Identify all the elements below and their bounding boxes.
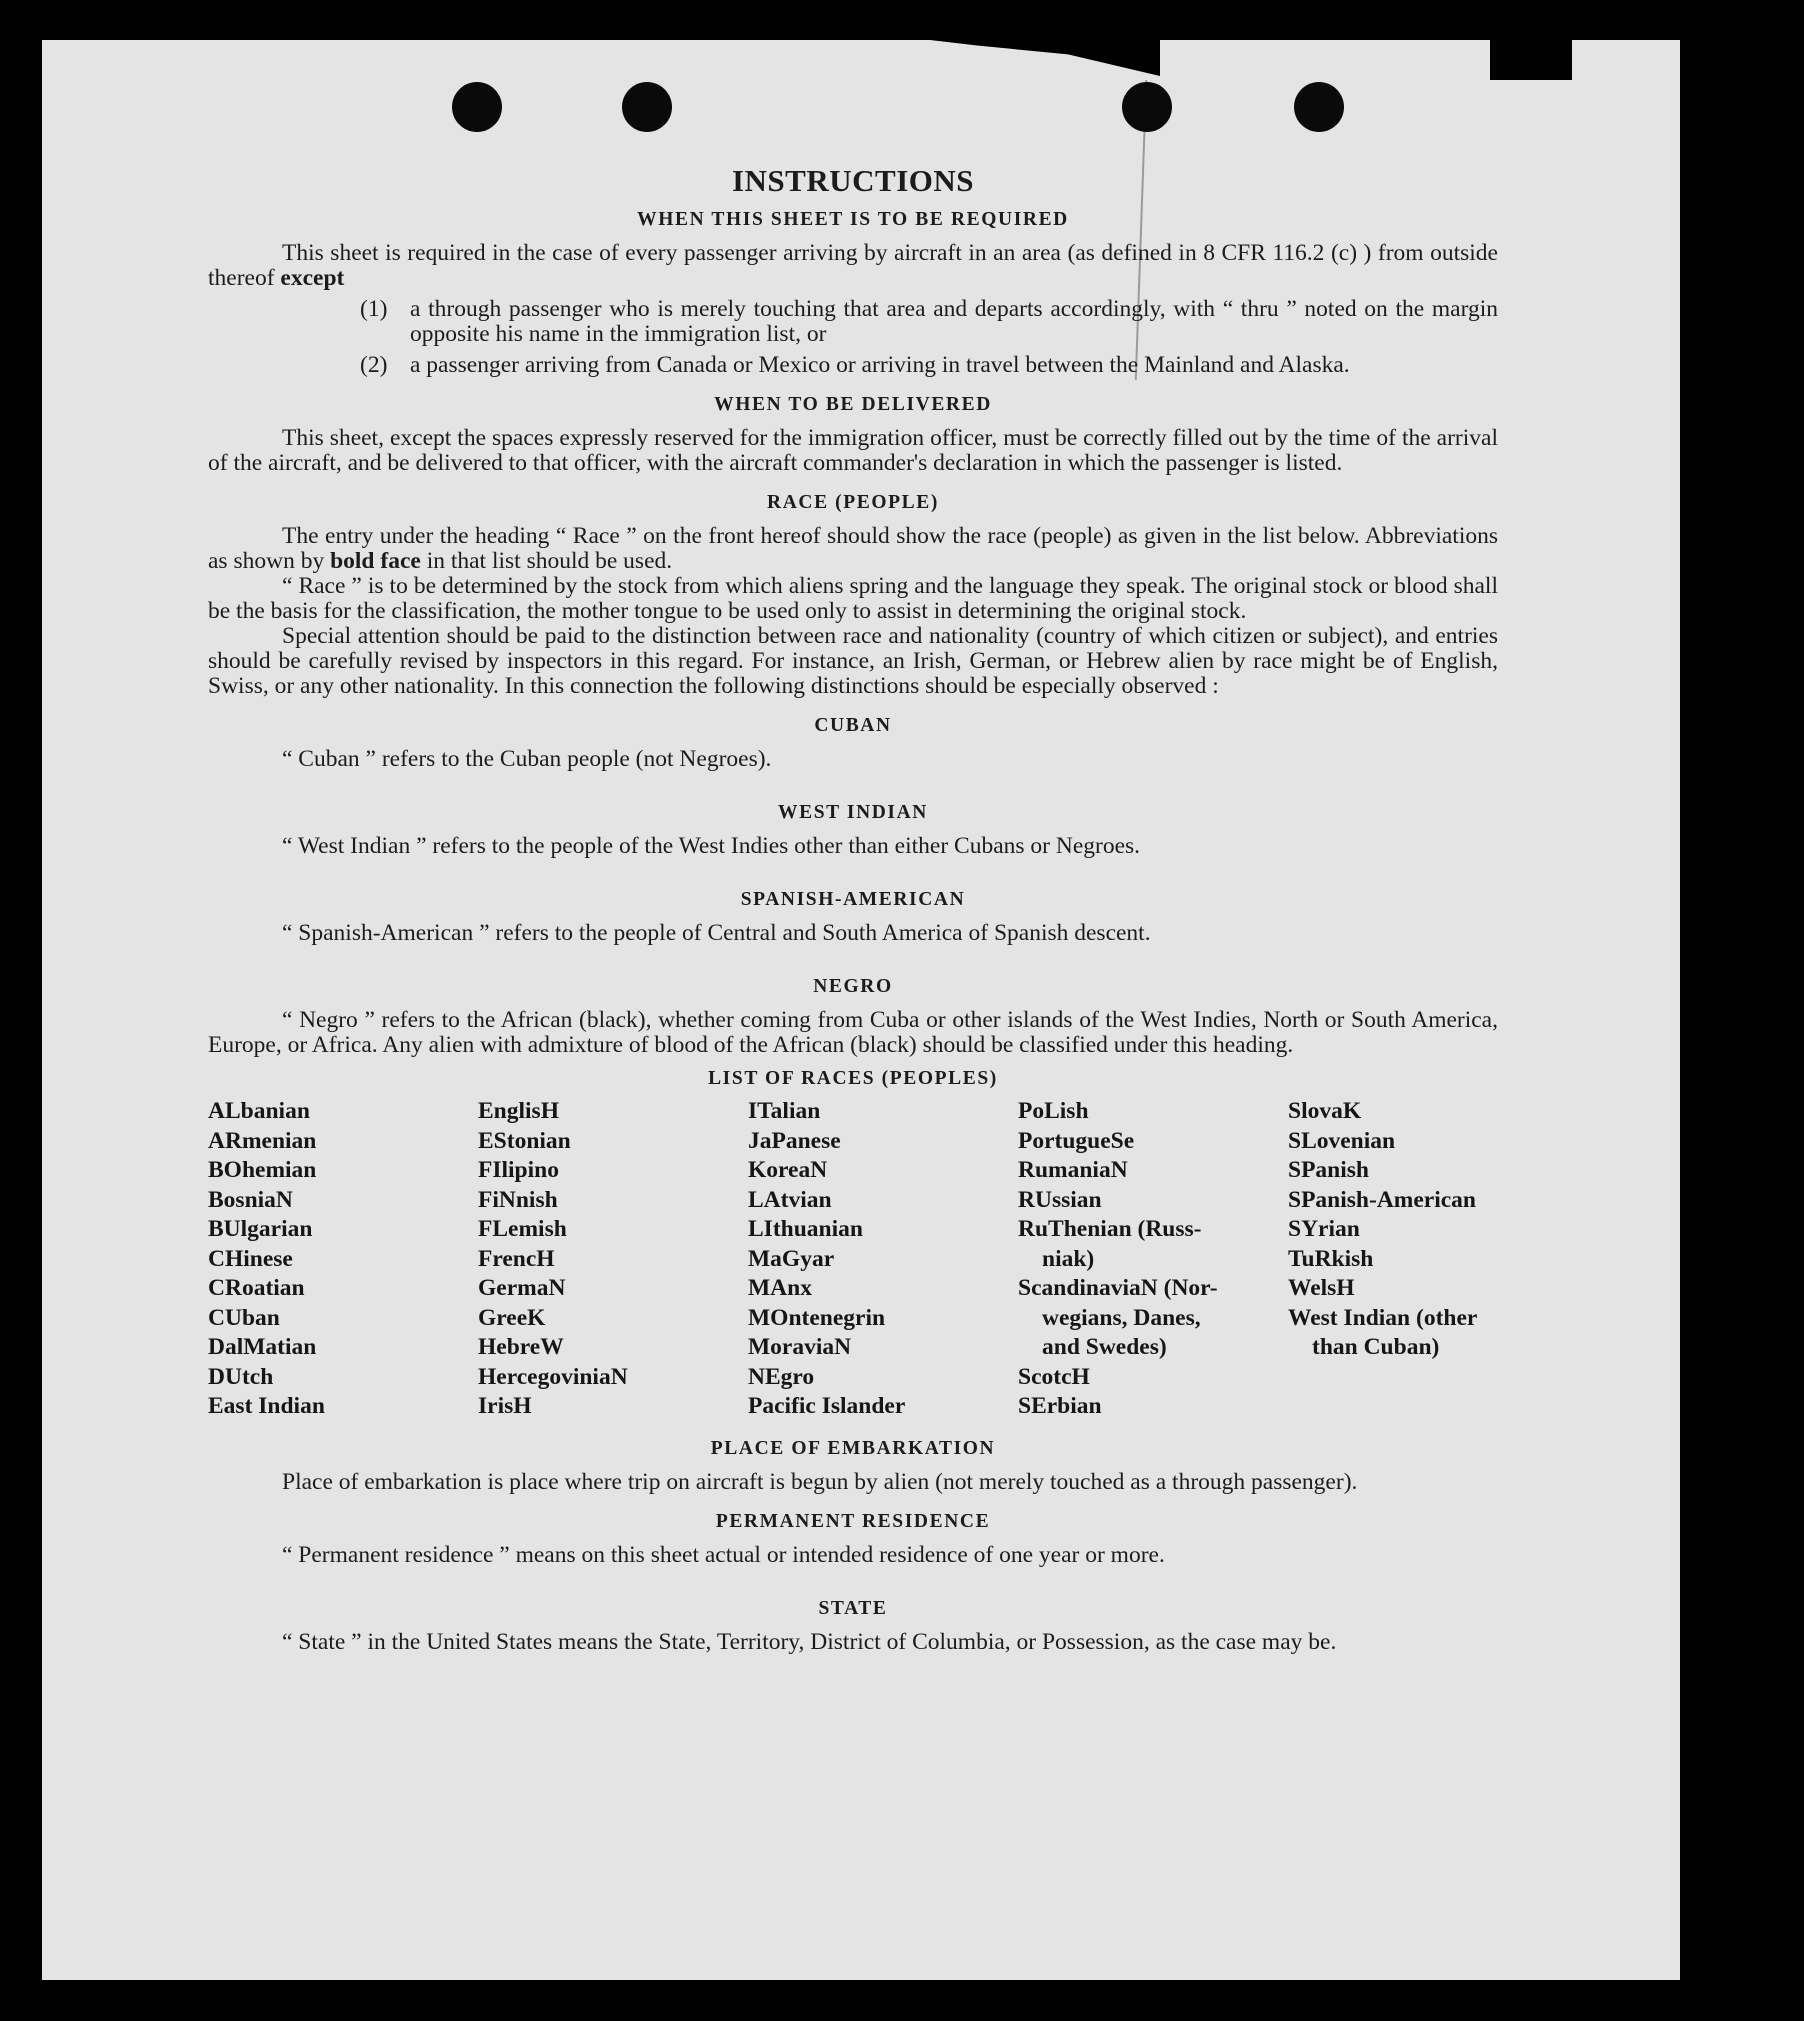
races-column-1 bbox=[208, 1097, 478, 1422]
list-item-text: a through passenger who is merely touching that area and departs accordingly, with “ thru ” noted on the margin opposite his name in the immigration list, or bbox=[410, 296, 1498, 347]
page-corner-notch bbox=[1490, 40, 1572, 80]
spacer bbox=[208, 946, 1498, 960]
race-entry: East Indian bbox=[208, 1393, 325, 1419]
race-entry: ARmenian bbox=[208, 1127, 317, 1154]
race-entry-line: West Indian (other bbox=[1288, 1304, 1478, 1331]
race-entry: Pacific Islander bbox=[748, 1393, 906, 1419]
cuban-text: “ Cuban ” refers to the Cuban people (not Negroes). bbox=[282, 746, 772, 772]
section-heading-embarkation: PLACE OF EMBARKATION bbox=[710, 1437, 996, 1459]
race-entry: BosniaN bbox=[208, 1186, 293, 1213]
race-p1-b: in that list should be used. bbox=[426, 548, 673, 574]
race-entry: EnglisH bbox=[478, 1098, 559, 1124]
section-heading-negro: NEGRO bbox=[813, 976, 893, 997]
race-entry: ALbanian bbox=[208, 1098, 310, 1124]
west-indian-text: “ West Indian ” refers to the people of the West Indies other than either Cubans or Negroes. bbox=[282, 833, 1141, 859]
race-entry: HebreW bbox=[478, 1334, 564, 1360]
race-entry-scandinavian bbox=[1018, 1274, 1288, 1363]
race-entry: FLemish bbox=[478, 1216, 567, 1242]
races-column-2 bbox=[478, 1097, 748, 1422]
race-entry: HercegoviniaN bbox=[478, 1363, 628, 1390]
races-column-3 bbox=[748, 1097, 1018, 1422]
race-entry: PortugueSe bbox=[1018, 1127, 1135, 1154]
race-entry: JaPanese bbox=[748, 1127, 841, 1154]
list-item-text: a passenger arriving from Canada or Mexico or arriving in travel between the Mainland and Alaska. bbox=[410, 352, 1350, 378]
list-item bbox=[360, 297, 1498, 347]
residence-text: “ Permanent residence ” means on this sheet actual or intended residence of one year or more. bbox=[282, 1541, 1165, 1568]
races-column-4 bbox=[1018, 1097, 1288, 1422]
race-entry: FrencH bbox=[478, 1245, 555, 1272]
race-entry: CRoatian bbox=[208, 1275, 305, 1301]
list-item-number: (2) bbox=[360, 352, 388, 378]
race-entry: ScotcH bbox=[1018, 1363, 1090, 1390]
race-paragraph-1 bbox=[208, 524, 1498, 574]
race-entry: LAtvian bbox=[748, 1186, 832, 1213]
negro-text: “ Negro ” refers to the African (black), whether coming from Cuba or other islands of the West Indies, North or South America, Europe, or Africa. Any alien with admixture of blood of the African (black) should be classified under this heading. bbox=[208, 1007, 1498, 1058]
race-entry-ruthenian bbox=[1018, 1215, 1288, 1274]
race-entry-line: than Cuban) bbox=[1312, 1334, 1440, 1360]
spacer bbox=[208, 1568, 1498, 1582]
instructions-content bbox=[208, 163, 1498, 1655]
race-entry: SYrian bbox=[1288, 1216, 1360, 1242]
race-entry: TuRkish bbox=[1288, 1245, 1374, 1272]
race-entry: FIlipino bbox=[478, 1157, 559, 1183]
race-paragraph-2: “ Race ” is to be determined by the stock from which aliens spring and the language they speak. The original stock or blood shall be the basis for the classification, the mother tongue to be used only to assist in determining the original stock. bbox=[208, 573, 1498, 624]
race-entry: GermaN bbox=[478, 1275, 566, 1301]
race-paragraph-3: Special attention should be paid to the distinction between race and nationality (country of which citizen or subject), and entries should be carefully revised by inspectors in this regard. For instance, an Irish, German, or Hebrew alien by race might be of English, Swiss, or any other nationality. In this connection the following distinctions should be especially observed : bbox=[208, 623, 1498, 699]
race-entry: NEgro bbox=[748, 1363, 815, 1390]
race-entry: BOhemian bbox=[208, 1157, 317, 1183]
race-entry: CHinese bbox=[208, 1245, 293, 1272]
race-entry-line: ScandinaviaN (Nor- bbox=[1018, 1275, 1218, 1301]
punch-hole-4 bbox=[1294, 82, 1344, 132]
race-entry: SPanish bbox=[1288, 1157, 1369, 1183]
race-p1-a: The entry under the heading “ Race ” on the front hereof should show the race (people) as given in the list below. Abbreviations as shown by bbox=[208, 523, 1498, 574]
race-entry-line: niak) bbox=[1042, 1245, 1095, 1272]
race-entry: BUlgarian bbox=[208, 1216, 313, 1242]
race-entry: SLovenian bbox=[1288, 1127, 1396, 1154]
race-entry: MoraviaN bbox=[748, 1334, 852, 1360]
section-heading-state: STATE bbox=[818, 1597, 888, 1619]
state-text: “ State ” in the United States means the State, Territory, District of Columbia, or Possession, as the case may be. bbox=[282, 1628, 1337, 1655]
race-entry: WelsH bbox=[1288, 1275, 1355, 1301]
section-heading-required: WHEN THIS SHEET IS TO BE REQUIRED bbox=[637, 209, 1069, 230]
race-entry: EStonian bbox=[478, 1127, 571, 1154]
race-entry: SPanish-American bbox=[1288, 1186, 1476, 1213]
race-entry: FiNnish bbox=[478, 1186, 558, 1213]
punch-hole-2 bbox=[622, 82, 672, 132]
race-p1-bold: bold face bbox=[330, 548, 421, 574]
page-title: INSTRUCTIONS bbox=[731, 163, 974, 198]
section-heading-spanish-american: SPANISH-AMERICAN bbox=[740, 889, 966, 910]
section-heading-residence: PERMANENT RESIDENCE bbox=[715, 1510, 991, 1532]
spanish-american-text: “ Spanish-American ” refers to the people of Central and South America of Spanish descent. bbox=[282, 920, 1151, 946]
punch-hole-1 bbox=[452, 82, 502, 132]
race-entry: RumaniaN bbox=[1018, 1157, 1128, 1183]
race-entry: MOntenegrin bbox=[748, 1304, 886, 1331]
races-table bbox=[208, 1097, 1508, 1422]
race-entry: KoreaN bbox=[748, 1157, 828, 1183]
race-entry: DUtch bbox=[208, 1363, 274, 1390]
race-entry: PoLish bbox=[1018, 1098, 1089, 1124]
race-entry: SErbian bbox=[1018, 1393, 1102, 1419]
section-heading-race: RACE (PEOPLE) bbox=[767, 492, 939, 513]
race-entry: ITalian bbox=[748, 1098, 821, 1124]
required-intro bbox=[208, 241, 1498, 291]
section-heading-delivered: WHEN TO BE DELIVERED bbox=[714, 394, 992, 415]
spacer bbox=[208, 859, 1498, 873]
punch-hole-3 bbox=[1122, 82, 1172, 132]
race-entry: SlovaK bbox=[1288, 1098, 1362, 1124]
race-entry-line: RuThenian (Russ- bbox=[1018, 1216, 1202, 1242]
race-entry-line: wegians, Danes, bbox=[1042, 1304, 1201, 1331]
race-entry-line: and Swedes) bbox=[1042, 1334, 1167, 1360]
race-entry: MaGyar bbox=[748, 1245, 835, 1272]
race-entry: CUban bbox=[208, 1304, 280, 1331]
section-heading-west-indian: WEST INDIAN bbox=[778, 802, 928, 823]
race-entry: DalMatian bbox=[208, 1334, 317, 1360]
embarkation-text: Place of embarkation is place where trip on aircraft is begun by alien (not merely touched as a through passenger). bbox=[282, 1468, 1358, 1495]
race-entry-west-indian bbox=[1288, 1304, 1558, 1363]
race-entry: GreeK bbox=[478, 1304, 546, 1331]
section-heading-list-of-races: LIST OF RACES (PEOPLES) bbox=[708, 1068, 998, 1089]
race-entry: IrisH bbox=[478, 1393, 532, 1419]
list-item-number: (1) bbox=[360, 296, 388, 322]
required-intro-bold: except bbox=[280, 265, 345, 291]
required-intro-text: This sheet is required in the case of every passenger arriving by aircraft in an area (as defined in 8 CFR 116.2 (c) ) from outside thereof bbox=[208, 240, 1498, 291]
spacer bbox=[208, 772, 1498, 786]
list-item bbox=[360, 353, 1498, 378]
race-entry: RUssian bbox=[1018, 1186, 1102, 1213]
section-heading-cuban: CUBAN bbox=[814, 715, 892, 736]
race-entry: LIthuanian bbox=[748, 1216, 863, 1242]
races-column-5 bbox=[1288, 1097, 1558, 1422]
delivered-text: This sheet, except the spaces expressly reserved for the immigration officer, must be correctly filled out by the time of the arrival of the aircraft, and be delivered to that officer, with the aircraft commander's declaration in which the passenger is listed. bbox=[208, 425, 1498, 476]
race-entry: MAnx bbox=[748, 1275, 812, 1301]
